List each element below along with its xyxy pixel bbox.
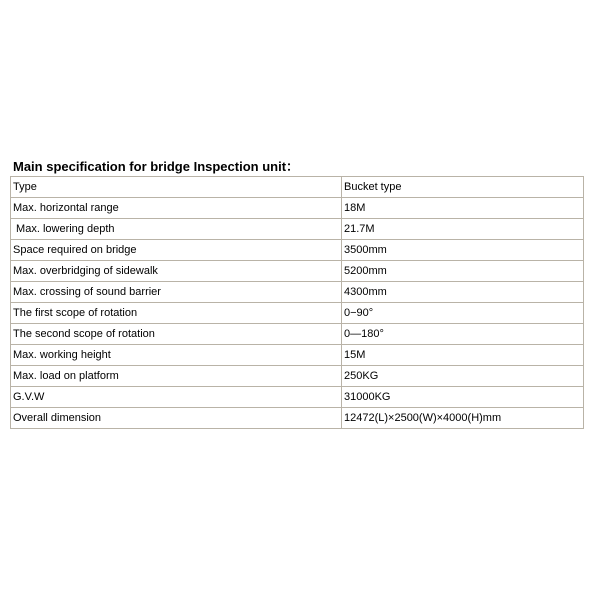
spec-table <box>10 176 584 429</box>
table-row <box>11 240 584 261</box>
table-row <box>11 282 584 303</box>
table-row <box>11 219 584 240</box>
table-row <box>11 177 584 198</box>
table-row <box>11 387 584 408</box>
spec-label: G.V.W <box>11 387 342 408</box>
table-row <box>11 324 584 345</box>
spec-label: Space required on bridge <box>11 240 342 261</box>
spec-value: 18M <box>342 198 584 219</box>
table-row <box>11 198 584 219</box>
spec-value: 4300mm <box>342 282 584 303</box>
spec-label: Max. lowering depth <box>11 219 342 240</box>
table-row <box>11 345 584 366</box>
spec-value: 15M <box>342 345 584 366</box>
spec-label: Max. crossing of sound barrier <box>11 282 342 303</box>
spec-heading: Main specification for bridge Inspection unit： <box>13 159 300 174</box>
spec-label: Max. working height <box>11 345 342 366</box>
spec-label: The second scope of rotation <box>11 324 342 345</box>
spec-label: The first scope of rotation <box>11 303 342 324</box>
table-row <box>11 261 584 282</box>
spec-value: 3500mm <box>342 240 584 261</box>
spec-value: 12472(L)×2500(W)×4000(H)mm <box>342 408 584 429</box>
spec-label: Overall dimension <box>11 408 342 429</box>
spec-value: 0−90° <box>342 303 584 324</box>
spec-label: Max. load on platform <box>11 366 342 387</box>
spec-value: 0—180° <box>342 324 584 345</box>
table-row <box>11 303 584 324</box>
spec-value: 21.7M <box>342 219 584 240</box>
spec-value: 250KG <box>342 366 584 387</box>
spec-label: Type <box>11 177 342 198</box>
spec-label: Max. overbridging of sidewalk <box>11 261 342 282</box>
spec-value: 31000KG <box>342 387 584 408</box>
spec-label: Max. horizontal range <box>11 198 342 219</box>
spec-value: Bucket type <box>342 177 584 198</box>
spec-value: 5200mm <box>342 261 584 282</box>
table-row <box>11 408 584 429</box>
table-row <box>11 366 584 387</box>
